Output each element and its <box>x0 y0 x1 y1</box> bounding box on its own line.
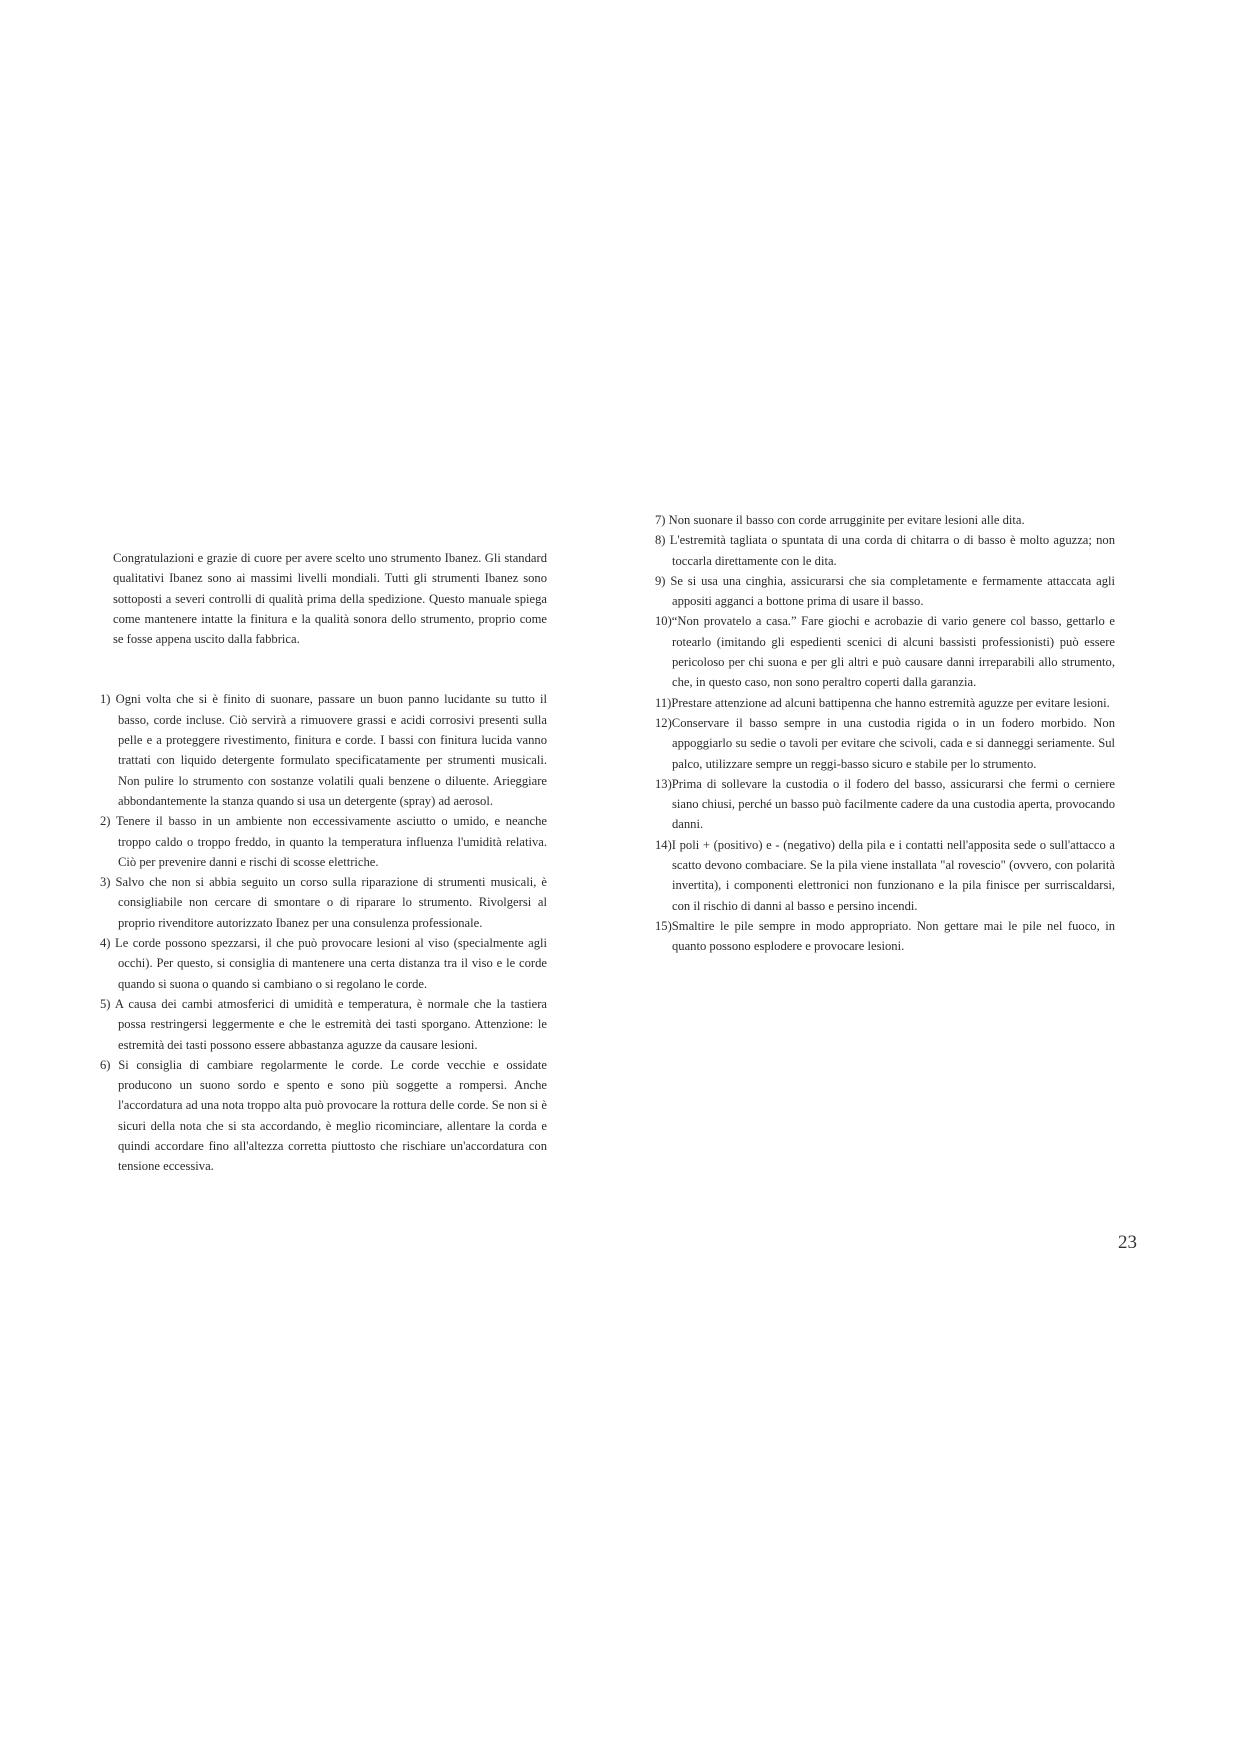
list-item <box>655 835 1115 916</box>
item-number: 15) <box>655 918 672 933</box>
item-text: Salvo che non si abbia seguito un corso sulla riparazione di strumenti musicali, è consigliabile non cercare di smontare o di riparare lo strumento. Rivolgersi al proprio rivenditore autorizzato Ibanez per una consulenza professionale. <box>115 875 547 930</box>
list-item <box>100 933 547 994</box>
left-column <box>100 548 547 1177</box>
item-number: 14) <box>655 837 672 852</box>
page-number: 23 <box>1118 1232 1137 1253</box>
item-number: 7) <box>655 513 666 527</box>
item-number: 10) <box>655 614 672 629</box>
list-item <box>655 916 1115 957</box>
item-number: 1) <box>100 692 111 707</box>
item-text: Prima di sollevare la custodia o il fodero del basso, assicurarsi che fermi o cerniere siano chiusi, perché un basso può facilmente cadere da una custodia aperta, provocando danni. <box>671 776 1115 832</box>
item-number: 6) <box>100 1057 111 1072</box>
list-item <box>100 1055 547 1177</box>
item-text: Si consiglia di cambiare regolarmente le corde. Le corde vecchie e ossidate producono un suono sordo e spento e sono più soggette a rompersi. Anche l'accordatura ad una nota troppo alta può provocare la rottura delle corde. Se non si è sicuri della nota che si sta accordando, è meglio ricominciare, allentare la corda e quindi accordare fino all'altezza corretta piuttosto che rischiare un'accordatura con tensione eccessiva. <box>118 1057 548 1174</box>
item-text: Se si usa una cinghia, assicurarsi che sia completamente e fermamente attaccata agli appositi agganci a bottone prima di usare il basso. <box>670 573 1115 609</box>
section-gap <box>100 649 547 689</box>
item-number: 12) <box>655 715 672 730</box>
item-number: 8) <box>655 533 666 548</box>
item-text: I poli + (positivo) e - (negativo) della pila e i contatti nell'apposita sede o sull'attacco a scatto devono combaciare. Se la pila viene installata "al rovescio" (ovvero, con polarità invertita), i componenti elettronici non funzionano e la pila finisce per surriscaldarsi, con il rischio di danni al basso e persino incendi. <box>671 837 1115 913</box>
list-item <box>655 510 1115 530</box>
item-number: 11) <box>655 695 672 710</box>
right-column <box>655 510 1115 957</box>
item-number: 5) <box>100 996 111 1011</box>
list-item <box>655 774 1115 835</box>
safety-list-right <box>655 510 1115 957</box>
list-item <box>100 689 547 811</box>
item-number: 3) <box>100 875 111 890</box>
item-text: Conservare il basso sempre in una custodia rigida o in un fodero morbido. Non appoggiarlo su sedie o tavoli per evitare che scivoli, cada e si danneggi seriamente. Sul palco, utilizzare sempre un reggi-basso sicuro e stabile per lo strumento. <box>671 715 1115 771</box>
list-item <box>100 994 547 1055</box>
item-text: Le corde possono spezzarsi, il che può provocare lesioni al viso (specialmente agli occhi). Per questo, si consiglia di mantenere una certa distanza tra il viso e le corde quando si suona o quando si cambiano o si regolano le corde. <box>115 936 547 991</box>
item-number: 13) <box>655 776 672 791</box>
list-item <box>655 713 1115 774</box>
safety-list-left <box>100 689 547 1176</box>
list-item <box>100 811 547 872</box>
item-text: Tenere il basso in un ambiente non eccessivamente asciutto o umido, e neanche troppo caldo o troppo freddo, in quanto la temperatura influenza l'umidità relativa. Ciò per prevenire danni e rischi di scosse elettriche. <box>116 814 548 869</box>
item-text: Prestare attenzione ad alcuni battipenna che hanno estremità aguzze per evitare lesioni. <box>671 695 1110 710</box>
item-text: Non suonare il basso con corde arrugginite per evitare lesioni alle dita. <box>668 513 1025 527</box>
item-text: L'estremità tagliata o spuntata di una corda di chitarra o di basso è molto aguzza; non toccarla direttamente con le dita. <box>669 533 1115 568</box>
item-number: 2) <box>100 814 111 829</box>
list-item <box>655 611 1115 692</box>
item-number: 4) <box>100 936 111 951</box>
item-text: Smaltire le pile sempre in modo appropriato. Non gettare mai le pile nel fuoco, in quanto possono esplodere e provocare lesioni. <box>671 918 1115 954</box>
item-text: Ogni volta che si è finito di suonare, passare un buon panno lucidante su tutto il basso, corde incluse. Ciò servirà a rimuovere grassi e acidi corrosivi presenti sulla pelle e a proteggere rivestimento, finitura e corde. I bassi con finitura lucida vanno trattati con liquido detergente formulato specificatamente per strumenti musicali. Non pulire lo strumento con sostanze volatili quali benzene o diluente. Arieggiare abbondantemente la stanza quando si usa un detergente (spray) ad aerosol. <box>115 692 547 808</box>
list-item <box>655 571 1115 612</box>
list-item <box>655 530 1115 571</box>
item-number: 9) <box>655 573 666 588</box>
item-text: A causa dei cambi atmosferici di umidità e temperatura, è normale che la tastiera possa restringersi leggermente e che le estremità dei tasti sporgano. Attenzione: le estremità dei tasti possono essere abbastanza aguzze da causare lesioni. <box>114 996 547 1052</box>
item-text: “Non provatelo a casa.” Fare giochi e acrobazie di vario genere col basso, gettarlo e rotearlo (imitando gli espedienti scenici di alcuni bassisti professionisti) può essere pericoloso per chi suona e per gli altri e può causare danni irreparabili allo strumento, che, in questo caso, non sono peraltro coperti dalla garanzia. <box>671 614 1115 690</box>
list-item <box>100 872 547 933</box>
intro-paragraph: Congratulazioni e grazie di cuore per avere scelto uno strumento Ibanez. Gli standard qualitativi Ibanez sono ai massimi livelli mondiali. Tutti gli strumenti Ibanez sono sottoposti a severi controlli di qualità prima della spedizione. Questo manuale spiega come mantenere intatte la finitura e la qualità sonora dello strumento, proprio come se fosse appena uscito dalla fabbrica. <box>113 551 547 647</box>
list-item <box>655 693 1115 713</box>
